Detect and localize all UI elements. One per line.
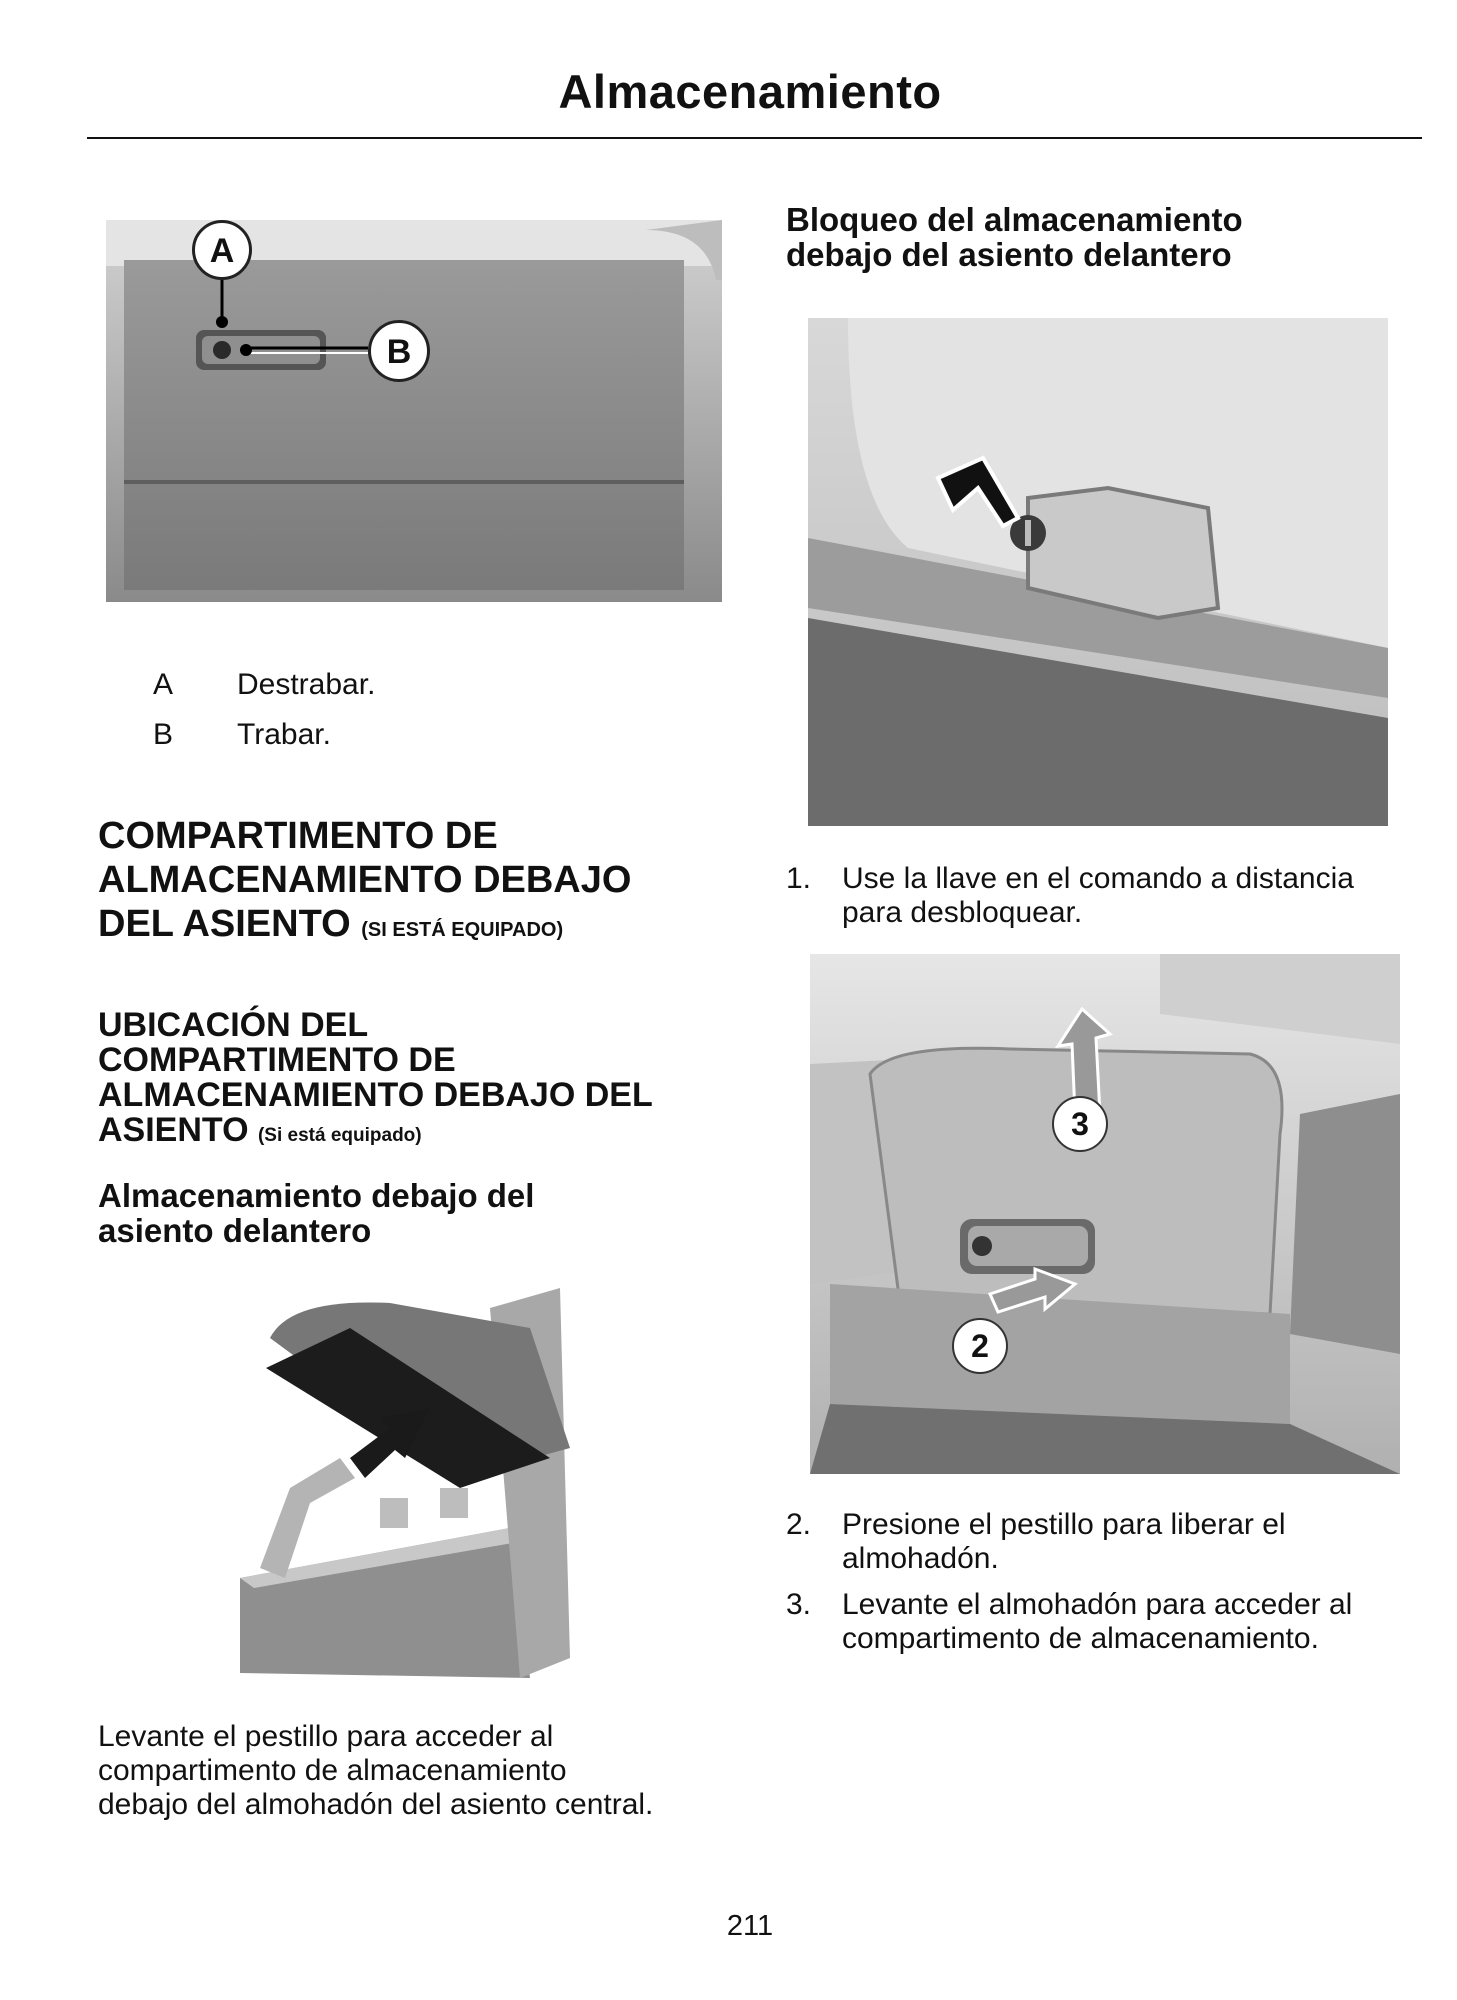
page-title: Almacenamiento xyxy=(558,65,942,118)
step-number: 3. xyxy=(786,1588,812,1621)
heading-line: debajo del asiento delantero xyxy=(786,236,1232,273)
callout-2: 2 xyxy=(952,1318,1008,1374)
figure-lock xyxy=(106,220,722,602)
heading-text: DEL ASIENTO xyxy=(98,903,351,945)
heading-line: ALMACENAMIENTO DEBAJO DEL xyxy=(98,1076,653,1114)
step-3 xyxy=(786,1588,1426,1660)
paragraph-line: debajo del almohadón del asiento central. xyxy=(98,1788,654,1821)
heading-line xyxy=(98,902,631,952)
legend-value: Destrabar. xyxy=(237,668,376,701)
right-heading xyxy=(786,202,1243,272)
paragraph-line: compartimento de almacenamiento xyxy=(98,1754,567,1787)
legend-value: Trabar. xyxy=(237,718,331,751)
heading-suffix: (Si está equipado) xyxy=(257,1125,422,1146)
section-heading-front-seat xyxy=(98,1178,534,1248)
left-paragraph xyxy=(98,1720,653,1822)
figure-latch-key xyxy=(808,318,1388,826)
heading-text: ASIENTO xyxy=(98,1111,249,1149)
page-number: 211 xyxy=(726,1910,774,1942)
step-line: Use la llave en el comando a distancia xyxy=(842,862,1354,895)
step-number: 2. xyxy=(786,1508,812,1541)
step-number: 1. xyxy=(786,862,812,895)
callout-b: B xyxy=(368,320,430,382)
section-heading-location xyxy=(98,1008,653,1153)
paragraph-line: Levante el pestillo para acceder al xyxy=(98,1720,554,1753)
heading-line: UBICACIÓN DEL xyxy=(98,1006,369,1044)
figure-latch-release xyxy=(810,954,1400,1474)
step-text xyxy=(842,1508,1432,1576)
figure-lock-callouts xyxy=(106,220,722,602)
step-1 xyxy=(786,862,1426,934)
step-line: almohadón. xyxy=(842,1542,999,1575)
heading-line: COMPARTIMENTO DE xyxy=(98,815,498,857)
callout-a: A xyxy=(192,220,252,280)
heading-line: ALMACENAMIENTO DEBAJO xyxy=(98,859,632,901)
heading-line: Almacenamiento debajo del xyxy=(98,1177,535,1214)
heading-line: Bloqueo del almacenamiento xyxy=(786,201,1243,238)
heading-line: COMPARTIMENTO DE xyxy=(98,1041,456,1079)
legend-key: A xyxy=(153,668,174,701)
heading-line xyxy=(98,1113,653,1153)
legend-key: B xyxy=(153,718,174,751)
heading-suffix: (SI ESTÁ EQUIPADO) xyxy=(361,919,564,941)
step-text xyxy=(842,862,1432,930)
header-rule xyxy=(87,137,1422,139)
step-line: para desbloquear. xyxy=(842,896,1083,929)
section-heading-compartment xyxy=(98,814,631,952)
step-text xyxy=(842,1588,1432,1656)
figure-cushion-open xyxy=(230,1278,662,1692)
figure-cushion-open-illustration xyxy=(230,1278,662,1692)
step-line: Levante el almohadón para acceder al xyxy=(842,1588,1353,1621)
figure-latch-key-illustration xyxy=(808,318,1388,826)
heading-line: asiento delantero xyxy=(98,1212,372,1249)
step-line: compartimento de almacenamiento. xyxy=(842,1622,1319,1655)
callout-3: 3 xyxy=(1052,1096,1108,1152)
step-2 xyxy=(786,1508,1426,1580)
figure-latch-release-illustration xyxy=(810,954,1400,1474)
step-line: Presione el pestillo para liberar el xyxy=(842,1508,1286,1541)
